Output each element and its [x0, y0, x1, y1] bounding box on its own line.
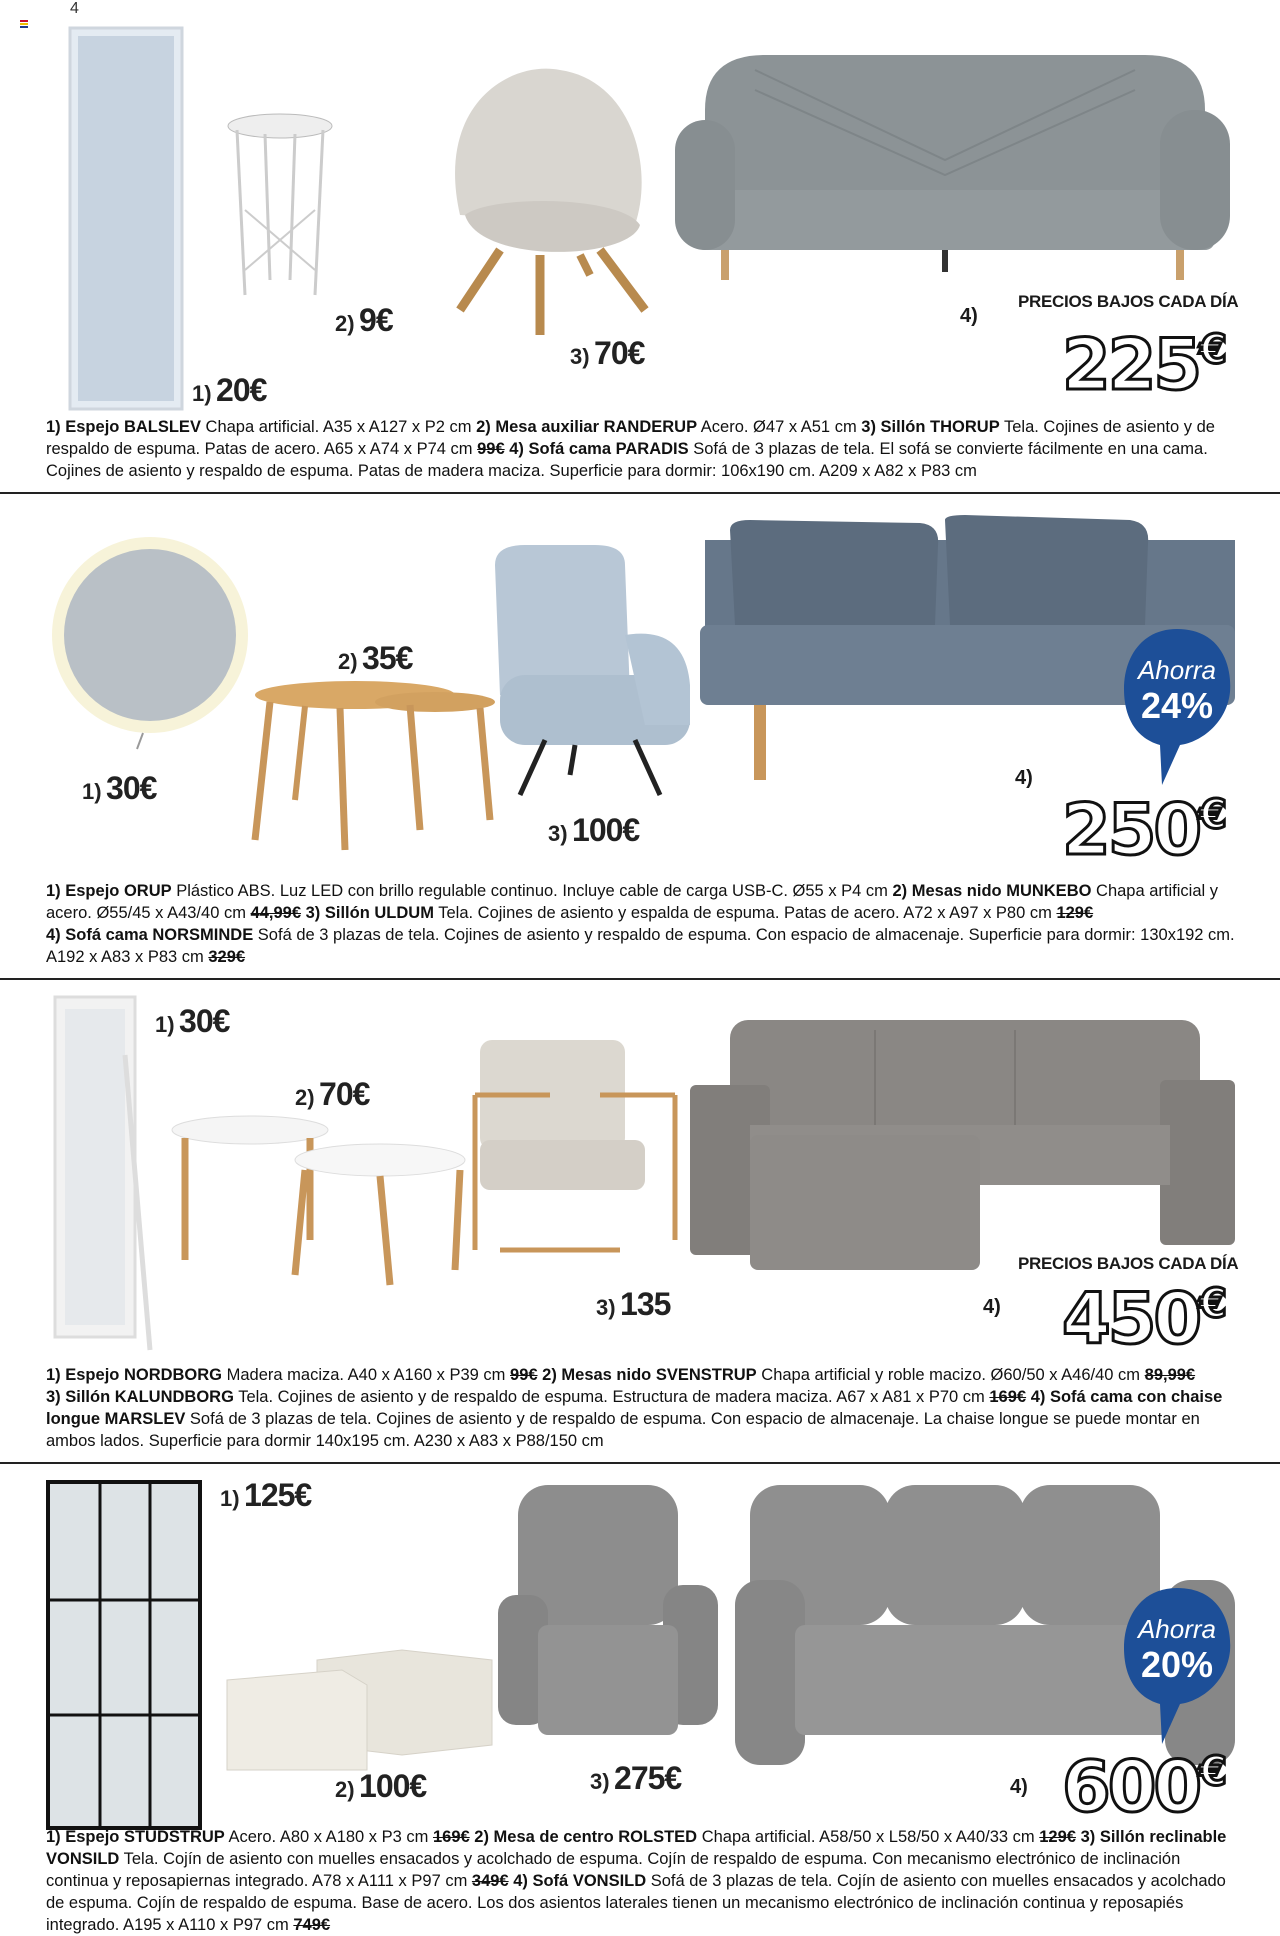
product-description [46, 1364, 1246, 1452]
price-tag: 1) 30€ [155, 1003, 230, 1039]
divider [0, 1462, 1280, 1464]
description-text: Chapa artificial. A58/50 x L58/50 x A40/33 cm [697, 1828, 1040, 1846]
item-index: 4) [1010, 1776, 1028, 1798]
tagline: PRECIOS BAJOS CADA DÍA [1018, 292, 1239, 311]
description-text: Plástico ABS. Luz LED con brillo regulable continuo. Incluye cable de carga USB-C. Ø55 x P4 cm [171, 882, 893, 900]
description-text: Tela. Cojines de asiento y de respaldo de espuma. Estructura de madera maciza. A67 x A81 x P70 cm [233, 1388, 990, 1406]
old-price: 169€ [432, 1828, 470, 1846]
divider [0, 492, 1280, 494]
description-text: Chapa artificial. A35 x A127 x P2 cm [200, 418, 477, 436]
flag-icon [20, 20, 28, 28]
product-name: 2) Mesa auxiliar RANDERUP [476, 418, 698, 436]
description-text: Tela. Cojines de asiento y de respaldo de espuma. Patas de acero. A65 x A74 x P74 cm [46, 418, 1215, 458]
product-name: 1) Espejo NORDBORG [46, 1366, 223, 1384]
old-price: 749€ [293, 1916, 331, 1934]
old-price: 349€ [471, 1872, 509, 1890]
chair-uldum-image [485, 545, 695, 810]
description-text: Sofá de 3 plazas de tela. Cojines de asiento y respaldo de espuma. Con espacio de almacenaje. Superficie para dormir: 130x192 cm. A192 x A83 x P83 cm [46, 926, 1235, 966]
description-text: Madera maciza. A40 x A160 x P39 cm [222, 1366, 511, 1384]
description-text: Tela. Cojines de asiento y espalda de espuma. Patas de acero. A72 x A97 x P80 cm [433, 904, 1057, 922]
old-price: 129€ [1039, 1828, 1076, 1846]
tagline: PRECIOS BAJOS CADA DÍA [1018, 1254, 1239, 1273]
price-tag: 2) 100€ [335, 1768, 427, 1804]
item-index: 4) [1015, 767, 1033, 789]
product-name: 1) Espejo STUDSTRUP [46, 1828, 225, 1846]
description-text: Acero. Ø47 x A51 cm [697, 418, 862, 436]
description-text: Chapa artificial y acero. Ø55/45 x A43/40 cm [46, 882, 1219, 922]
discount-badge: Ahorra 24% [1122, 627, 1232, 757]
description-text: Sofá de 3 plazas de tela. El sofá se convierte fácilmente en una cama. Cojines de asiento y respaldo de espuma. Patas de madera maciza. Superficie para dormir: 106x190 cm. A209 x A82 x P83 cm [46, 440, 1208, 480]
price-big: 450€ [1062, 1278, 1224, 1360]
mirror-balslev-image [68, 26, 184, 411]
old-price: 44,99€ [250, 904, 302, 922]
side-table-randerup-image [225, 110, 335, 310]
description-text: Sofá de 3 plazas de tela. Cojín de asiento con muelles ensacados y acolchado de espuma. Cojín de respaldo de espuma. Base de acero. Los dos asientos laterales tienen un mecanismo electrónico de inclinación continua y reposapiés integrado. A195 x A110 x P97 cm [46, 1872, 1226, 1934]
sofa-marslev-image [690, 1020, 1235, 1280]
mirror-studstrup-image [46, 1480, 202, 1830]
price-tag: 3) 275€ [590, 1760, 682, 1796]
price-tag: 3) 100€ [548, 812, 640, 848]
product-name: 1) Espejo BALSLEV [46, 418, 201, 436]
price-big: 225€ [1062, 324, 1224, 406]
product-name: 4) Sofá VONSILD [513, 1872, 647, 1890]
description-text: Sofá de 3 plazas de tela. Cojines de asiento y de respaldo de espuma. Con espacio de almacenaje. La chaise longue se puede montar en ambos lados. Superficie para dormir 140x195 cm. A230 x A83 x P88/150 cm [46, 1410, 1200, 1450]
chair-kalundborg-image [470, 1040, 685, 1255]
old-price: 99€ [510, 1366, 538, 1384]
item-index: 4) [960, 305, 978, 327]
old-price: 129€ [1056, 904, 1094, 922]
price-tag: 1) 30€ [82, 770, 157, 806]
price-tag: 2) 9€ [335, 302, 393, 338]
description-text: Chapa artificial y roble macizo. Ø60/50 x A46/40 cm [756, 1366, 1145, 1384]
product-description [46, 880, 1246, 968]
description-text: Acero. A80 x A180 x P3 cm [224, 1828, 433, 1846]
coffee-table-rolsted-image [222, 1645, 497, 1775]
old-price: 329€ [208, 948, 246, 966]
divider [0, 978, 1280, 980]
product-name: 3) Sillón reclinable VONSILD [46, 1828, 1227, 1868]
nesting-tables-munkebo-image [245, 680, 495, 855]
price-tag: 3) 135 [596, 1286, 671, 1322]
product-name: 2) Mesas nido MUNKEBO [892, 882, 1092, 900]
description-text: Tela. Cojín de asiento con muelles ensacados y acolchado de espuma. Cojín de respaldo de espuma. Con mecanismo electrónico de inclinación continua y reposapiernas integrado. A78 x A111 x P97 cm [46, 1850, 1181, 1890]
price-tag: 1) 125€ [220, 1477, 312, 1513]
product-name: 3) Sillón KALUNDBORG [46, 1388, 234, 1406]
nesting-tables-svenstrup-image [170, 1110, 470, 1290]
product-name: 4) Sofá cama PARADIS [509, 440, 689, 458]
product-name: 2) Mesa de centro ROLSTED [474, 1828, 698, 1846]
price-big: 600€ [1062, 1746, 1224, 1828]
sofa-paradis-image [675, 50, 1235, 290]
mirror-nordborg-image [45, 995, 155, 1360]
price-tag: 1) 20€ [192, 372, 267, 408]
product-name: 1) Espejo ORUP [46, 882, 172, 900]
product-name: 3) Sillón THORUP [861, 418, 1000, 436]
item-index: 4) [983, 1296, 1001, 1318]
page-number: 4 [70, 0, 79, 17]
product-description [46, 1826, 1246, 1936]
recliner-vonsild-image [498, 1485, 723, 1755]
price-tag: 2) 70€ [295, 1076, 370, 1112]
discount-badge: Ahorra 20% [1122, 1586, 1232, 1716]
mirror-orup-image [45, 535, 255, 750]
price-big: 250€ [1062, 789, 1224, 871]
chair-thorup-image [430, 65, 670, 340]
old-price: 169€ [989, 1388, 1027, 1406]
price-tag: 3) 70€ [570, 335, 645, 371]
product-name: 2) Mesas nido SVENSTRUP [542, 1366, 757, 1384]
old-price: 89,99€ [1144, 1366, 1196, 1384]
product-name: 4) Sofá cama con chaise longue MARSLEV [46, 1388, 1223, 1428]
price-tag: 2) 35€ [338, 640, 413, 676]
product-name: 4) Sofá cama NORSMINDE [46, 926, 254, 944]
product-description [46, 416, 1246, 482]
old-price: 99€ [477, 440, 505, 458]
product-name: 3) Sillón ULDUM [305, 904, 434, 922]
